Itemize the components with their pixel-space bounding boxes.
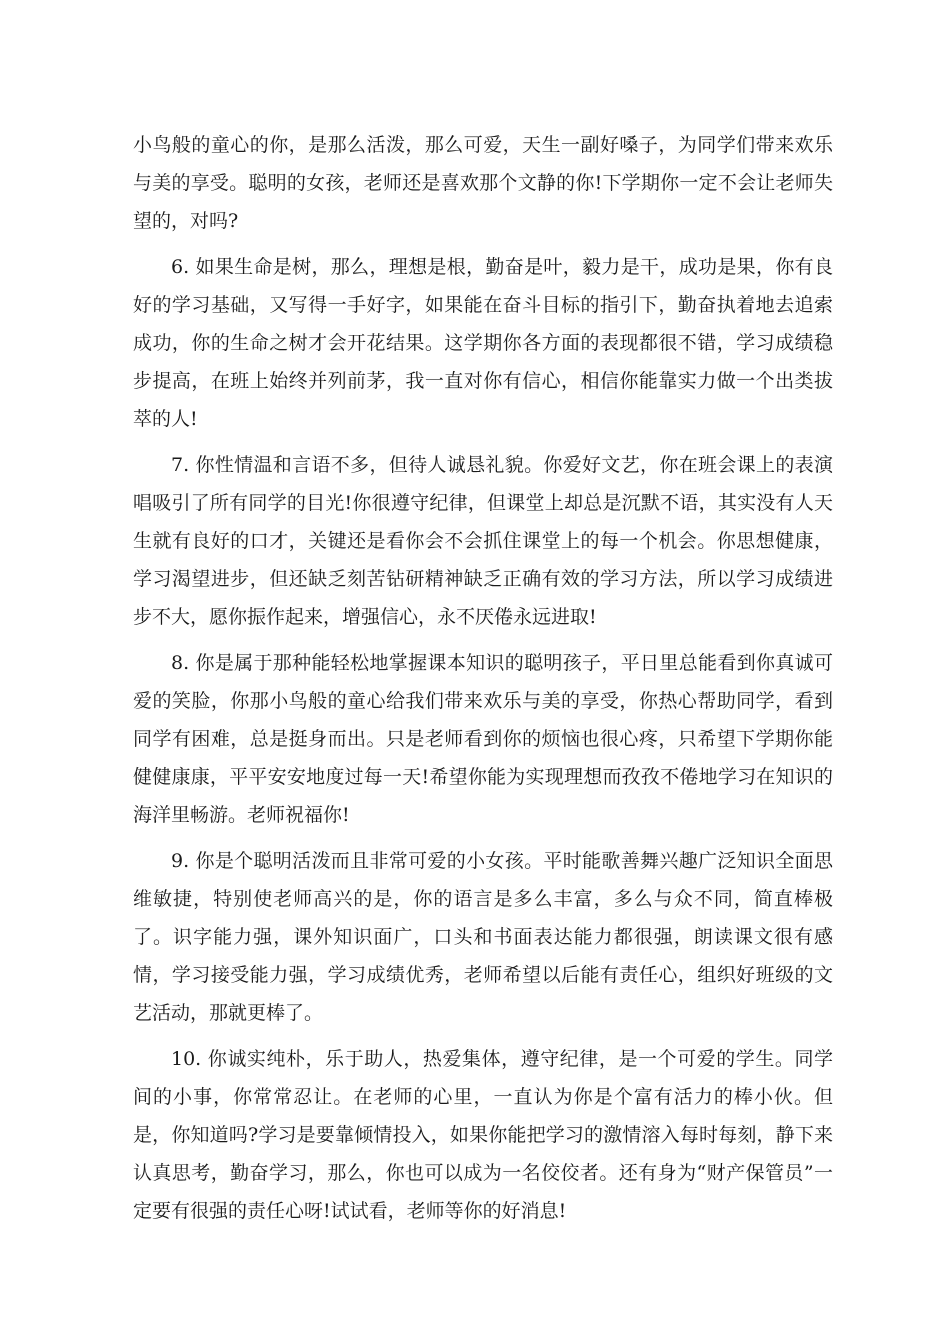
paragraph-item-7: 7. 你性情温和言语不多，但待人诚恳礼貌。你爱好文艺，你在班会课上的表演唱吸引了所有同学的目光!你很遵守纪律，但课堂上却总是沉默不语，其实没有人天生就有良好的口才，关键还是看你会不会抓住课堂上的每一个机会。你思想健康，学习渴望进步，但还缺乏刻苦钻研精神缺乏正确有效的学习方法，所以学习成绩进步不大，愿你振作起来，增强信心，永不厌倦永远进取! bbox=[133, 454, 833, 628]
paragraph-item-8: 8. 你是属于那种能轻松地掌握课本知识的聪明孩子，平日里总能看到你真诚可爱的笑脸，你那小鸟般的童心给我们带来欢乐与美的享受，你热心帮助同学，看到同学有困难，总是挺身而出。只是老师看到你的烦恼也很心疼，只希望下学期你能健健康康，平平安安地度过每一天!希望你能为实现理想而孜孜不倦地学习在知识的海洋里畅游。老师祝福你! bbox=[133, 652, 833, 826]
paragraph-continuation: 小鸟般的童心的你，是那么活泼，那么可爱，天生一副好嗓子，为同学们带来欢乐与美的享受。聪明的女孩，老师还是喜欢那个文静的你!下学期你一定不会让老师失望的，对吗? bbox=[133, 134, 833, 232]
paragraph-item-6: 6. 如果生命是树，那么，理想是根，勤奋是叶，毅力是干，成功是果，你有良好的学习基础，又写得一手好字，如果能在奋斗目标的指引下，勤奋执着地去追索成功，你的生命之树才会开花结果。这学期你各方面的表现都很不错，学习成绩稳步提高，在班上始终并列前茅，我一直对你有信心，相信你能靠实力做一个出类拔萃的人! bbox=[133, 256, 833, 430]
document-body bbox=[133, 126, 833, 1230]
paragraph-item-10: 10. 你诚实纯朴，乐于助人，热爱集体，遵守纪律，是一个可爱的学生。同学间的小事，你常常忍让。在老师的心里，一直认为你是个富有活力的棒小伙。但是，你知道吗?学习是要靠倾情投入，如果你能把学习的激情溶入每时每刻，静下来认真思考，勤奋学习，那么，你也可以成为一名佼佼者。还有身为“财产保管员”一定要有很强的责任心呀!试试看，老师等你的好消息! bbox=[133, 1048, 833, 1222]
paragraph-item-9: 9. 你是个聪明活泼而且非常可爱的小女孩。平时能歌善舞兴趣广泛知识全面思维敏捷，特别使老师高兴的是，你的语言是多么丰富，多么与众不同，简直棒极了。识字能力强，课外知识面广，口头和书面表达能力都很强，朗读课文很有感情，学习接受能力强，学习成绩优秀，老师希望以后能有责任心，组织好班级的文艺活动，那就更棒了。 bbox=[133, 850, 833, 1024]
